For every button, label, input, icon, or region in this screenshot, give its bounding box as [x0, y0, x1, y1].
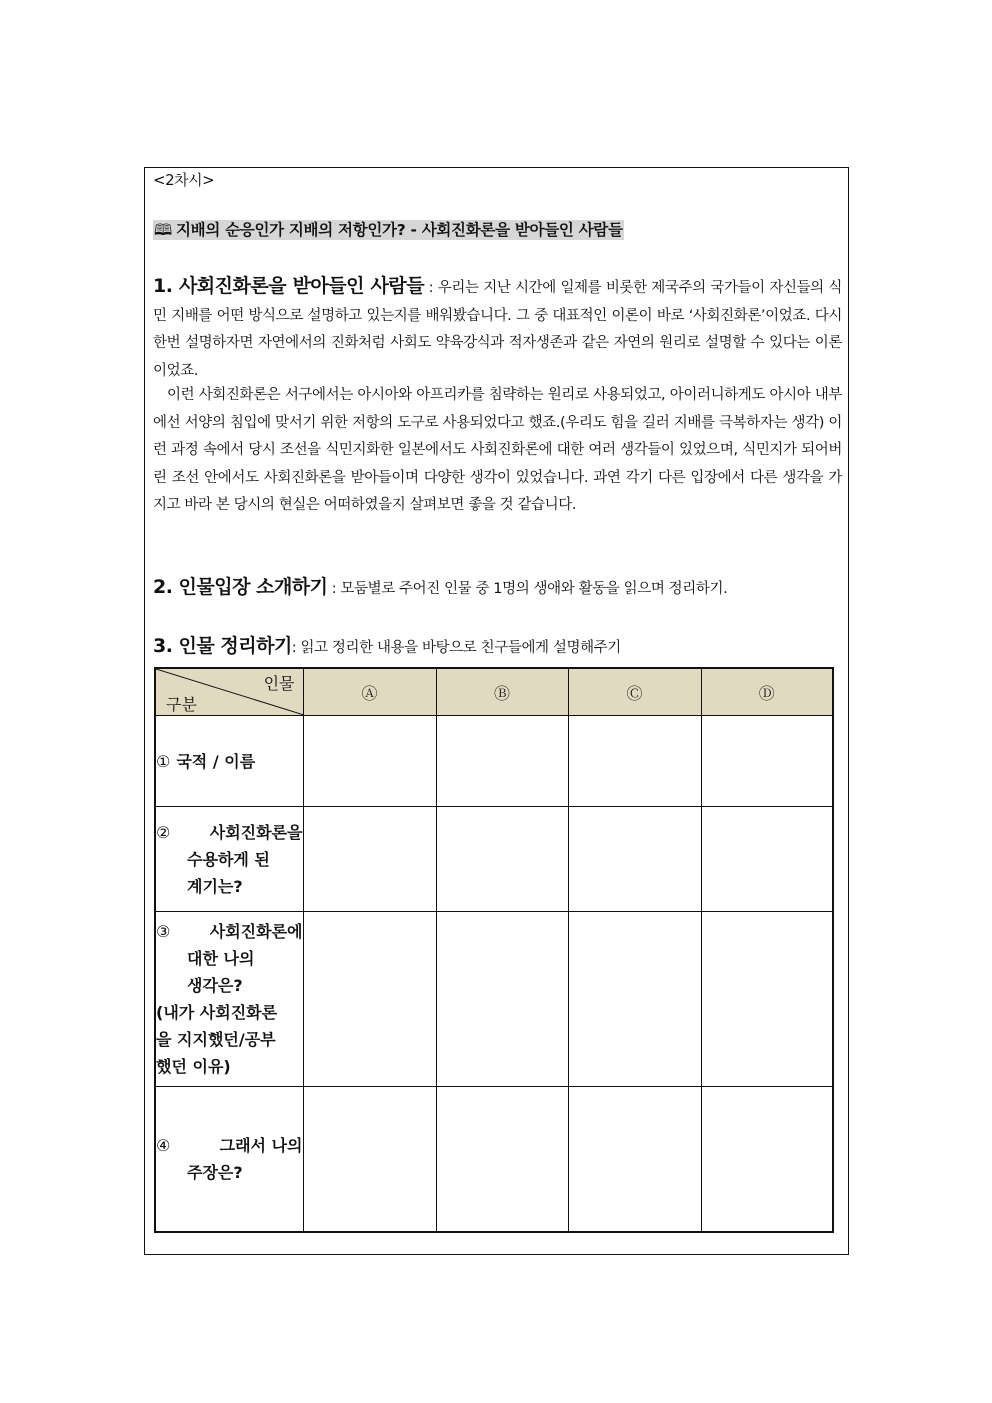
answer-cell-a[interactable] — [303, 807, 436, 912]
section1-paragraph1 — [153, 273, 842, 385]
answer-cell-b[interactable] — [436, 1087, 568, 1233]
row-label-my-opinion: ③ 사회진화론에 대한 나의 생각은? (내가 사회진화론 을 지지했던/공부 했던 이유) — [155, 912, 303, 1087]
answer-cell-d[interactable] — [701, 807, 833, 912]
row-label-nationality-name: ① 국적 / 이름 — [155, 716, 303, 807]
section2 — [153, 572, 727, 599]
table-row — [155, 716, 833, 807]
corner-label-category: 구분 — [166, 695, 197, 714]
answer-cell-c[interactable] — [568, 716, 701, 807]
open-book-icon: 🕮 — [154, 221, 172, 239]
lesson-title — [153, 220, 624, 240]
column-header-a: Ⓐ — [303, 668, 436, 716]
section1-paragraph2: 이런 사회진화론은 서구에서는 아시아와 아프리카를 침략하는 원리로 사용되었고, 아이러니하게도 아시아 내부에선 서양의 침입에 맞서기 위한 저항의 도구로 사용되었다고 했죠.(우리도 힘을 길러 지배를 극복하자는 생각) 이런 과정 속에서 당시 조선을 식민지화한 일본에서도 사회진화론에 대한 여러 생각들이 있었으며, 식민지가 되어버린 조선 안에서도 사회진화론을 받아들이며 다양한 생각이 있었습니다. 과연 각기 다른 입장에서 다른 생각을 가지고 바라 본 당시의 현실은 어떠하였을지 살펴보면 좋을 것 같습니다. — [153, 387, 842, 513]
corner-header-cell — [155, 668, 303, 716]
table-row — [155, 1087, 833, 1233]
row-label-my-argument: ④ 그래서 나의 주장은? — [155, 1087, 303, 1233]
session-label: <2차시> — [153, 171, 215, 189]
answer-cell-c[interactable] — [568, 807, 701, 912]
section3-text: 읽고 정리한 내용을 바탕으로 친구들에게 설명해주기 — [300, 640, 621, 656]
corner-label-person: 인물 — [263, 674, 295, 693]
table-row — [155, 807, 833, 912]
answer-cell-b[interactable] — [436, 912, 568, 1087]
section1-text: 우리는 지난 시간에 일제를 비롯한 제국주의 국가들이 자신들의 식민 지배를 어떤 방식으로 설명하고 있는지를 배워봤습니다. 그 중 대표적인 이론이 바로 ‘사회진화론’이었죠. 다시 한번 설명하자면 자연에서의 진화처럼 사회도 약육강식과 적자생존과 같은 자연의 원리로 설명할 수 있다는 이론이었죠. — [153, 280, 843, 379]
column-header-c: Ⓒ — [568, 668, 701, 716]
column-header-b: Ⓑ — [436, 668, 568, 716]
answer-cell-c[interactable] — [568, 1087, 701, 1233]
section1-heading: 1. 사회진화론을 받아들인 사람들 — [153, 275, 425, 297]
answer-cell-a[interactable] — [303, 912, 436, 1087]
table-header-row — [155, 668, 833, 716]
answer-cell-b[interactable] — [436, 716, 568, 807]
section3 — [153, 631, 621, 658]
section3-heading: 3. 인물 정리하기 — [153, 635, 292, 657]
section2-text: 모둠별로 주어진 인물 중 1명의 생애와 활동을 읽으며 정리하기. — [340, 581, 728, 597]
answer-cell-d[interactable] — [701, 912, 833, 1087]
answer-cell-b[interactable] — [436, 807, 568, 912]
column-header-d: Ⓓ — [701, 668, 833, 716]
answer-cell-a[interactable] — [303, 716, 436, 807]
answer-cell-d[interactable] — [701, 716, 833, 807]
section3-separator: : — [291, 640, 301, 656]
row-label-acceptance-reason: ② 사회진화론을 수용하게 된 계기는? — [155, 807, 303, 912]
answer-cell-d[interactable] — [701, 1087, 833, 1233]
section2-separator: : — [327, 581, 341, 597]
section2-heading: 2. 인물입장 소개하기 — [153, 576, 328, 598]
lesson-title-text: 지배의 순응인가 지배의 저항인가? - 사회진화론을 받아들인 사람들 — [175, 221, 623, 239]
person-summary-table — [154, 667, 834, 1233]
answer-cell-c[interactable] — [568, 912, 701, 1087]
table-row — [155, 912, 833, 1087]
answer-cell-a[interactable] — [303, 1087, 436, 1233]
section1-separator: : — [424, 280, 438, 296]
